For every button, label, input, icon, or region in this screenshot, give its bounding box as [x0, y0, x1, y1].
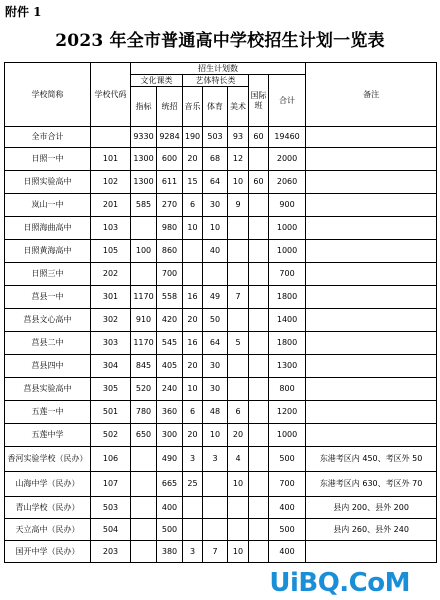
cell-sports: 50	[203, 309, 228, 332]
cell-total: 1800	[269, 332, 306, 355]
cell-code: 502	[91, 424, 131, 447]
cell-code: 202	[91, 263, 131, 286]
cell-remarks	[306, 171, 437, 194]
cell-fine-art	[228, 355, 249, 378]
cell-quota: 650	[131, 424, 157, 447]
cell-fine-art	[228, 263, 249, 286]
cell-school: 日照黄海高中	[5, 240, 91, 263]
cell-code: 101	[91, 148, 131, 171]
cell-fine-art: 5	[228, 332, 249, 355]
cell-total: 400	[269, 541, 306, 563]
header-school: 学校简称	[5, 63, 91, 127]
cell-code: 305	[91, 378, 131, 401]
cell-quota: 100	[131, 240, 157, 263]
cell-remarks: 县内 260、县外 240	[306, 519, 437, 541]
cell-quota: 780	[131, 401, 157, 424]
cell-music: 20	[183, 148, 203, 171]
cell-general: 360	[157, 401, 183, 424]
table-row	[5, 447, 437, 472]
cell-total: 900	[269, 194, 306, 217]
cell-sports: 503	[203, 127, 228, 148]
cell-remarks	[306, 355, 437, 378]
cell-general: 405	[157, 355, 183, 378]
cell-school: 五莲中学	[5, 424, 91, 447]
cell-school: 国开中学（民办）	[5, 541, 91, 563]
cell-school: 天立高中（民办）	[5, 519, 91, 541]
cell-school: 岚山一中	[5, 194, 91, 217]
table-row	[5, 217, 437, 240]
cell-total: 400	[269, 497, 306, 519]
cell-total: 1000	[269, 217, 306, 240]
cell-sports: 10	[203, 217, 228, 240]
cell-school: 全市合计	[5, 127, 91, 148]
cell-total: 1000	[269, 424, 306, 447]
cell-intl	[249, 217, 269, 240]
cell-intl	[249, 378, 269, 401]
cell-quota: 1300	[131, 148, 157, 171]
attachment-label: 附件 1	[5, 5, 42, 19]
cell-school: 日照海曲高中	[5, 217, 91, 240]
cell-school: 莒县文心高中	[5, 309, 91, 332]
cell-intl	[249, 332, 269, 355]
cell-intl	[249, 472, 269, 497]
cell-remarks	[306, 541, 437, 563]
table-row	[5, 401, 437, 424]
cell-fine-art: 7	[228, 286, 249, 309]
cell-quota	[131, 472, 157, 497]
cell-remarks	[306, 286, 437, 309]
cell-music: 10	[183, 217, 203, 240]
cell-fine-art: 12	[228, 148, 249, 171]
cell-intl: 60	[249, 171, 269, 194]
header-quota: 指标	[131, 87, 157, 127]
cell-fine-art	[228, 519, 249, 541]
cell-music	[183, 497, 203, 519]
cell-music	[183, 240, 203, 263]
cell-remarks: 县内 200、县外 200	[306, 497, 437, 519]
cell-sports	[203, 519, 228, 541]
cell-sports: 64	[203, 171, 228, 194]
header-sports: 体育	[203, 87, 228, 127]
cell-music: 3	[183, 541, 203, 563]
cell-remarks	[306, 263, 437, 286]
cell-fine-art	[228, 497, 249, 519]
cell-sports	[203, 497, 228, 519]
header-fine-art: 美术	[228, 87, 249, 127]
cell-quota	[131, 497, 157, 519]
header-culture: 文化课类	[131, 75, 183, 87]
cell-general: 980	[157, 217, 183, 240]
cell-intl	[249, 541, 269, 563]
table-row	[5, 355, 437, 378]
table-row	[5, 378, 437, 401]
header-intl: 国际班	[249, 75, 269, 127]
cell-sports: 40	[203, 240, 228, 263]
cell-code	[91, 127, 131, 148]
cell-fine-art: 20	[228, 424, 249, 447]
cell-code: 103	[91, 217, 131, 240]
cell-school: 莒县实验高中	[5, 378, 91, 401]
table-row	[5, 541, 437, 563]
cell-quota: 910	[131, 309, 157, 332]
header-music: 音乐	[183, 87, 203, 127]
cell-intl	[249, 263, 269, 286]
cell-sports: 48	[203, 401, 228, 424]
cell-total: 500	[269, 447, 306, 472]
cell-sports: 30	[203, 378, 228, 401]
cell-code: 302	[91, 309, 131, 332]
cell-intl	[249, 148, 269, 171]
header-total: 合计	[269, 75, 306, 127]
cell-remarks	[306, 148, 437, 171]
cell-school: 莒县二中	[5, 332, 91, 355]
cell-music: 20	[183, 355, 203, 378]
table-row	[5, 240, 437, 263]
table-row	[5, 286, 437, 309]
cell-music: 16	[183, 286, 203, 309]
cell-fine-art: 93	[228, 127, 249, 148]
cell-general: 700	[157, 263, 183, 286]
cell-school: 日照一中	[5, 148, 91, 171]
cell-quota	[131, 217, 157, 240]
cell-remarks	[306, 378, 437, 401]
cell-code: 102	[91, 171, 131, 194]
cell-school: 日照实验高中	[5, 171, 91, 194]
cell-general: 300	[157, 424, 183, 447]
cell-general: 545	[157, 332, 183, 355]
cell-sports: 30	[203, 194, 228, 217]
cell-general: 380	[157, 541, 183, 563]
cell-intl	[249, 519, 269, 541]
cell-remarks	[306, 309, 437, 332]
header-art: 艺体特长类	[183, 75, 249, 87]
cell-remarks	[306, 240, 437, 263]
cell-remarks: 东港考区内 630、考区外 70	[306, 472, 437, 497]
cell-total: 1300	[269, 355, 306, 378]
cell-music: 6	[183, 401, 203, 424]
table-row	[5, 519, 437, 541]
cell-intl	[249, 355, 269, 378]
cell-music: 3	[183, 447, 203, 472]
cell-code: 106	[91, 447, 131, 472]
cell-total: 500	[269, 519, 306, 541]
cell-school: 日照三中	[5, 263, 91, 286]
cell-fine-art	[228, 217, 249, 240]
cell-music: 190	[183, 127, 203, 148]
cell-general: 611	[157, 171, 183, 194]
cell-fine-art: 10	[228, 171, 249, 194]
cell-quota	[131, 541, 157, 563]
cell-sports: 10	[203, 424, 228, 447]
table-row	[5, 472, 437, 497]
cell-intl	[249, 401, 269, 424]
cell-general: 665	[157, 472, 183, 497]
cell-quota	[131, 447, 157, 472]
cell-fine-art: 6	[228, 401, 249, 424]
cell-music: 15	[183, 171, 203, 194]
cell-sports: 64	[203, 332, 228, 355]
enrollment-plan-table	[4, 62, 437, 563]
cell-total: 1000	[269, 240, 306, 263]
table-header	[5, 63, 437, 127]
cell-total: 1800	[269, 286, 306, 309]
cell-quota: 845	[131, 355, 157, 378]
table-row	[5, 424, 437, 447]
cell-total: 800	[269, 378, 306, 401]
table-row	[5, 171, 437, 194]
cell-code: 304	[91, 355, 131, 378]
cell-intl	[249, 447, 269, 472]
cell-general: 500	[157, 519, 183, 541]
cell-total: 2060	[269, 171, 306, 194]
cell-remarks: 东港考区内 450、考区外 50	[306, 447, 437, 472]
cell-music: 16	[183, 332, 203, 355]
cell-total: 2000	[269, 148, 306, 171]
header-remarks: 备注	[306, 63, 437, 127]
watermark-logo: UiBQ.CoM	[269, 568, 410, 598]
cell-general: 420	[157, 309, 183, 332]
cell-school: 五莲一中	[5, 401, 91, 424]
cell-intl	[249, 286, 269, 309]
cell-code: 503	[91, 497, 131, 519]
cell-intl	[249, 497, 269, 519]
cell-code: 105	[91, 240, 131, 263]
cell-total: 700	[269, 472, 306, 497]
cell-intl	[249, 309, 269, 332]
table-row	[5, 497, 437, 519]
cell-music: 25	[183, 472, 203, 497]
cell-quota	[131, 263, 157, 286]
cell-school: 莒县一中	[5, 286, 91, 309]
table-row	[5, 127, 437, 148]
cell-general: 240	[157, 378, 183, 401]
cell-quota: 1170	[131, 332, 157, 355]
cell-intl	[249, 240, 269, 263]
cell-remarks	[306, 217, 437, 240]
cell-school: 青山学校（民办）	[5, 497, 91, 519]
cell-fine-art: 4	[228, 447, 249, 472]
cell-quota: 520	[131, 378, 157, 401]
cell-quota: 9330	[131, 127, 157, 148]
cell-general: 600	[157, 148, 183, 171]
cell-remarks	[306, 194, 437, 217]
cell-general: 558	[157, 286, 183, 309]
cell-general: 9284	[157, 127, 183, 148]
table-row	[5, 148, 437, 171]
cell-music: 10	[183, 378, 203, 401]
cell-code: 301	[91, 286, 131, 309]
cell-fine-art	[228, 240, 249, 263]
header-plan: 招生计划数	[131, 63, 306, 75]
cell-general: 400	[157, 497, 183, 519]
cell-music	[183, 519, 203, 541]
cell-quota: 1170	[131, 286, 157, 309]
cell-music: 20	[183, 309, 203, 332]
cell-general: 490	[157, 447, 183, 472]
cell-remarks	[306, 401, 437, 424]
cell-remarks	[306, 332, 437, 355]
cell-sports: 68	[203, 148, 228, 171]
table-row	[5, 263, 437, 286]
cell-total: 1400	[269, 309, 306, 332]
cell-music: 6	[183, 194, 203, 217]
cell-sports	[203, 472, 228, 497]
cell-total: 1200	[269, 401, 306, 424]
cell-sports: 30	[203, 355, 228, 378]
cell-remarks	[306, 424, 437, 447]
cell-intl	[249, 424, 269, 447]
cell-school: 山海中学（民办）	[5, 472, 91, 497]
cell-school: 莒县四中	[5, 355, 91, 378]
table-row	[5, 309, 437, 332]
cell-music: 20	[183, 424, 203, 447]
cell-sports	[203, 263, 228, 286]
cell-code: 203	[91, 541, 131, 563]
cell-code: 504	[91, 519, 131, 541]
cell-remarks	[306, 127, 437, 148]
table-row	[5, 332, 437, 355]
cell-code: 303	[91, 332, 131, 355]
cell-school: 香河实验学校（民办）	[5, 447, 91, 472]
page-title: 2023 年全市普通高中学校招生计划一览表	[55, 31, 385, 51]
cell-code: 201	[91, 194, 131, 217]
cell-total: 19460	[269, 127, 306, 148]
table-body	[5, 127, 437, 563]
cell-quota	[131, 519, 157, 541]
cell-fine-art: 9	[228, 194, 249, 217]
cell-fine-art: 10	[228, 541, 249, 563]
cell-fine-art	[228, 378, 249, 401]
cell-intl	[249, 194, 269, 217]
cell-intl: 60	[249, 127, 269, 148]
cell-total: 700	[269, 263, 306, 286]
cell-code: 501	[91, 401, 131, 424]
cell-quota: 585	[131, 194, 157, 217]
cell-quota: 1300	[131, 171, 157, 194]
cell-code: 107	[91, 472, 131, 497]
cell-sports: 3	[203, 447, 228, 472]
header-general: 统招	[157, 87, 183, 127]
cell-general: 860	[157, 240, 183, 263]
table-row	[5, 194, 437, 217]
cell-fine-art: 10	[228, 472, 249, 497]
cell-fine-art	[228, 309, 249, 332]
cell-sports: 49	[203, 286, 228, 309]
cell-general: 270	[157, 194, 183, 217]
cell-music	[183, 263, 203, 286]
cell-sports: 7	[203, 541, 228, 563]
header-code: 学校代码	[91, 63, 131, 127]
